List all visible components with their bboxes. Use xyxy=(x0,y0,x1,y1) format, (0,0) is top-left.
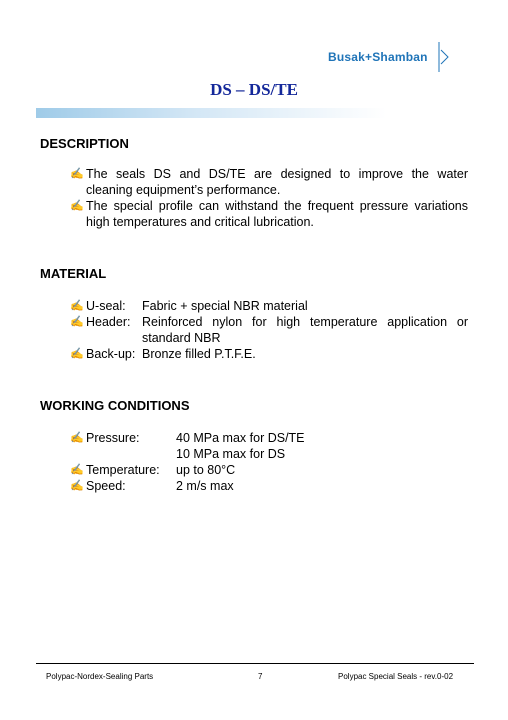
description-item xyxy=(70,198,468,230)
material-key: U-seal: xyxy=(86,299,126,313)
material-item xyxy=(70,346,468,362)
condition-key: Temperature: xyxy=(86,463,160,477)
material-list xyxy=(70,298,468,362)
writing-hand-icon: ✍ xyxy=(70,348,84,360)
writing-hand-icon: ✍ xyxy=(70,168,84,180)
condition-value-line: 10 MPa max for DS xyxy=(176,447,286,461)
description-text: The seals DS and DS/TE are designed to improve the water cleaning equipment’s performance. xyxy=(86,167,468,197)
writing-hand-icon: ✍ xyxy=(70,316,84,328)
material-value: Bronze filled P.T.F.E. xyxy=(142,347,256,361)
document-title: DS – DS/TE xyxy=(210,80,298,99)
material-item xyxy=(70,298,468,314)
writing-hand-icon: ✍ xyxy=(70,300,84,312)
logo-text: Busak+Shamban xyxy=(328,50,428,64)
material-heading: MATERIAL xyxy=(40,266,107,281)
writing-hand-icon: ✍ xyxy=(70,480,84,492)
condition-value-line: 40 MPa max for DS/TE xyxy=(176,431,305,445)
footer-page-number: 7 xyxy=(258,672,263,681)
description-list xyxy=(70,166,468,230)
conditions-list xyxy=(70,430,468,494)
company-logo xyxy=(328,42,450,72)
writing-hand-icon: ✍ xyxy=(70,200,84,212)
material-item xyxy=(70,314,468,346)
condition-value: up to 80°C xyxy=(176,463,236,477)
conditions-heading: WORKING CONDITIONS xyxy=(40,398,190,413)
footer-left: Polypac-Nordex-Sealing Parts xyxy=(46,672,154,681)
footer-divider xyxy=(36,663,474,664)
description-heading: DESCRIPTION xyxy=(40,136,129,151)
footer-right: Polypac Special Seals - rev.0-02 xyxy=(338,672,454,681)
condition-item xyxy=(70,462,468,478)
material-key: Header: xyxy=(86,315,131,329)
condition-item xyxy=(70,430,468,462)
condition-key: Speed: xyxy=(86,479,126,493)
condition-key: Pressure: xyxy=(86,431,140,445)
condition-item xyxy=(70,478,468,494)
material-value: Reinforced nylon for high temperature application or standard NBR xyxy=(142,315,468,345)
description-item xyxy=(70,166,468,198)
material-value: Fabric + special NBR material xyxy=(142,299,308,313)
description-text: The special profile can withstand the frequent pressure variations high temperatures and critical lubrication. xyxy=(86,199,468,229)
writing-hand-icon: ✍ xyxy=(70,432,84,444)
writing-hand-icon: ✍ xyxy=(70,464,84,476)
title-gradient-bar xyxy=(36,108,474,118)
condition-value: 2 m/s max xyxy=(176,479,234,493)
condition-value xyxy=(176,430,468,462)
material-key: Back-up: xyxy=(86,347,136,361)
logo-mark-icon xyxy=(438,42,450,72)
